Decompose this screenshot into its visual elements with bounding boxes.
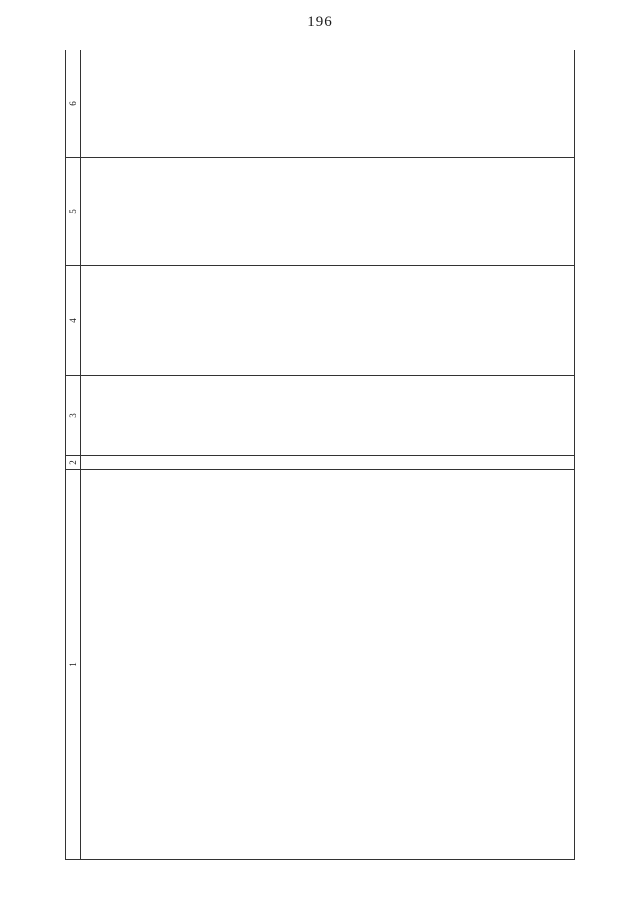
column-6-number: 6	[66, 50, 81, 158]
page-number: 196	[307, 14, 333, 30]
table-frame	[65, 50, 575, 860]
table-body-cell	[81, 158, 575, 266]
table-body-cell	[81, 50, 575, 158]
column-5-number: 5	[66, 158, 81, 266]
column-4-number: 4	[66, 266, 81, 376]
table-body-cell	[81, 456, 575, 470]
column-1-number: 1	[66, 470, 81, 860]
column-3-number: 3	[66, 376, 81, 456]
table-body-cell	[81, 266, 575, 376]
column-number-row	[66, 50, 81, 860]
table-body-row	[81, 50, 575, 860]
column-2-number: 2	[66, 456, 81, 470]
rotated-table-wrapper	[65, 50, 575, 860]
budget-table	[65, 50, 575, 860]
table-body-cell	[81, 470, 575, 860]
table-body-cell	[81, 376, 575, 456]
